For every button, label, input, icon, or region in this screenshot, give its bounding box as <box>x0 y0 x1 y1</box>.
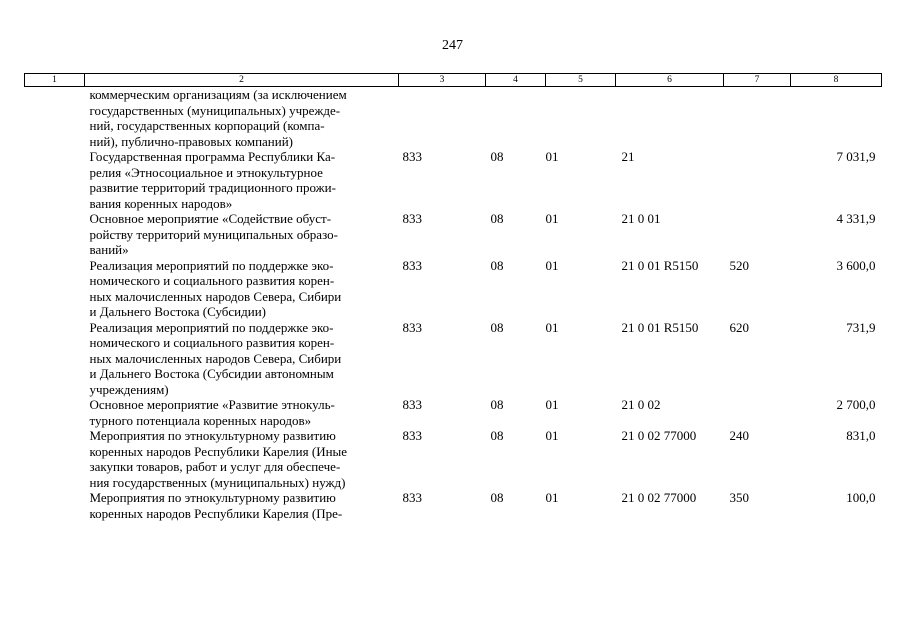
table-row <box>25 320 882 398</box>
subsection-code-cell: 01 <box>545 211 559 226</box>
row-index-cell <box>25 320 85 398</box>
row-name-line: Реализация мероприятий по поддержке эко- <box>89 257 334 273</box>
ministry-code-cell: 833 <box>402 319 422 335</box>
ministry-code-cell: 833 <box>402 257 422 273</box>
row-name-line: ния государственных (муниципальных) нужд) <box>89 474 346 490</box>
target-item-code-cell: 21 0 01 R5150 <box>621 257 699 273</box>
expense-type-code-cell <box>724 211 791 258</box>
ministry-code-cell: 833 <box>402 211 422 226</box>
row-name-line: ний, государственных корпораций (компа- <box>89 118 325 133</box>
expense-type-code-cell <box>724 149 791 211</box>
row-name-line: ных малочисленных народов Севера, Сибири <box>89 288 342 304</box>
ministry-code-cell: 833 <box>402 428 422 443</box>
row-name-cell <box>85 258 399 320</box>
column-number-header-row <box>25 74 882 87</box>
section-code-cell: 08 <box>490 490 504 505</box>
amount-cell: 2 700,0 <box>836 397 876 412</box>
section-code-cell: 08 <box>490 149 504 164</box>
column-number-2: 2 <box>85 74 399 87</box>
section-code-cell: 08 <box>490 397 504 412</box>
row-name-line: ройству территорий муниципальных образо- <box>89 226 338 242</box>
column-number-7: 7 <box>724 74 791 87</box>
column-number-5: 5 <box>546 74 616 87</box>
table-row <box>25 87 882 150</box>
subsection-code-cell: 01 <box>545 149 559 164</box>
section-code-cell: 08 <box>490 428 504 443</box>
row-name-cell <box>85 428 399 490</box>
column-number-6: 6 <box>616 74 724 87</box>
table-row <box>25 428 882 490</box>
target-item-code-cell: 21 0 02 <box>621 397 661 412</box>
ministry-code-cell: 833 <box>402 397 422 412</box>
table-body <box>25 87 882 522</box>
row-name-cell <box>85 87 399 150</box>
row-name-line: ных малочисленных народов Севера, Сибири <box>89 350 342 366</box>
section-code-cell: 08 <box>490 257 504 273</box>
row-index-cell <box>25 211 85 258</box>
row-name-line: Мероприятия по этнокультурному развитию <box>89 428 336 443</box>
column-number-3: 3 <box>399 74 486 87</box>
row-index-cell <box>25 258 85 320</box>
row-index-cell <box>25 397 85 428</box>
row-name-line: закупки товаров, работ и услуг для обеспече- <box>89 459 341 474</box>
amount-cell: 3 600,0 <box>836 257 876 273</box>
target-item-code-cell: 21 0 02 77000 <box>621 428 697 443</box>
target-item-code-cell: 21 0 01 <box>621 211 661 226</box>
row-name-line: и Дальнего Востока (Субсидии автономным <box>89 366 334 381</box>
row-name-line: Государственная программа Республики Ка- <box>89 149 336 164</box>
row-name-line: релия «Этносоциальное и этнокультурное <box>89 164 323 180</box>
row-name-line: номического и социального развития корен- <box>89 335 335 350</box>
row-name-line: коренных народов Республики Карелия (Иные <box>89 443 348 459</box>
column-number-4: 4 <box>486 74 546 87</box>
row-name-cell <box>85 211 399 258</box>
row-name-cell <box>85 320 399 398</box>
table-row <box>25 149 882 211</box>
table-row <box>25 258 882 320</box>
amount-cell: 100,0 <box>846 490 876 505</box>
row-index-cell <box>25 87 85 150</box>
table-row <box>25 397 882 428</box>
column-number-1: 1 <box>25 74 85 87</box>
row-name-line: Основное мероприятие «Содействие обуст- <box>89 211 332 226</box>
row-index-cell <box>25 490 85 521</box>
row-name-cell <box>85 149 399 211</box>
expense-type-code-cell <box>724 397 791 428</box>
amount-cell: 731,9 <box>846 319 876 335</box>
row-name-line: вания коренных народов» <box>89 195 233 211</box>
row-index-cell <box>25 428 85 490</box>
row-name-line: Мероприятия по этнокультурному развитию <box>89 490 336 505</box>
page-number: 247 <box>442 38 463 53</box>
amount-cell: 4 331,9 <box>836 211 876 226</box>
table-row <box>25 211 882 258</box>
row-name-cell <box>85 397 399 428</box>
target-item-code-cell <box>616 87 724 150</box>
amount-cell: 831,0 <box>846 428 876 443</box>
row-name-line: и Дальнего Востока (Субсидии) <box>89 304 266 319</box>
row-name-line: Основное мероприятие «Развитие этнокуль- <box>89 397 335 412</box>
target-item-code-cell: 21 <box>621 149 635 164</box>
ministry-code-cell: 833 <box>402 490 422 505</box>
subsection-code-cell: 01 <box>545 490 559 505</box>
row-index-cell <box>25 149 85 211</box>
row-name-line: ний), публично-правовых компаний) <box>89 133 294 149</box>
subsection-code-cell: 01 <box>545 319 559 335</box>
subsection-code-cell: 01 <box>545 257 559 273</box>
row-name-line: Реализация мероприятий по поддержке эко- <box>89 319 334 335</box>
amount-cell <box>791 87 882 150</box>
amount-cell: 7 031,9 <box>836 149 876 164</box>
section-code-cell <box>486 87 546 150</box>
row-name-line: коренных народов Республики Карелия (Пре- <box>89 505 343 521</box>
expense-type-code-cell: 240 <box>729 428 749 443</box>
subsection-code-cell: 01 <box>545 428 559 443</box>
table-row <box>25 490 882 521</box>
ministry-code-cell: 833 <box>402 149 422 164</box>
section-code-cell: 08 <box>490 319 504 335</box>
subsection-code-cell: 01 <box>545 397 559 412</box>
target-item-code-cell: 21 0 01 R5150 <box>621 319 699 335</box>
ministry-code-cell <box>399 87 486 150</box>
budget-table <box>24 73 882 521</box>
row-name-line: развитие территорий традиционного прожи- <box>89 180 336 195</box>
expense-type-code-cell: 350 <box>729 490 749 505</box>
expense-type-code-cell: 520 <box>729 257 749 273</box>
expense-type-code-cell: 620 <box>729 319 749 335</box>
row-name-line: ваний» <box>89 242 129 257</box>
row-name-cell <box>85 490 399 521</box>
subsection-code-cell <box>546 87 616 150</box>
row-name-line: номического и социального развития корен- <box>89 273 335 288</box>
column-number-8: 8 <box>791 74 882 87</box>
row-name-line: турного потенциала коренных народов» <box>89 412 312 428</box>
expense-type-code-cell <box>724 87 791 150</box>
target-item-code-cell: 21 0 02 77000 <box>621 490 697 505</box>
section-code-cell: 08 <box>490 211 504 226</box>
row-name-line: коммерческим организациям (за исключением <box>89 87 347 102</box>
row-name-line: учреждениям) <box>89 381 169 397</box>
row-name-line: государственных (муниципальных) учрежде- <box>89 102 341 118</box>
